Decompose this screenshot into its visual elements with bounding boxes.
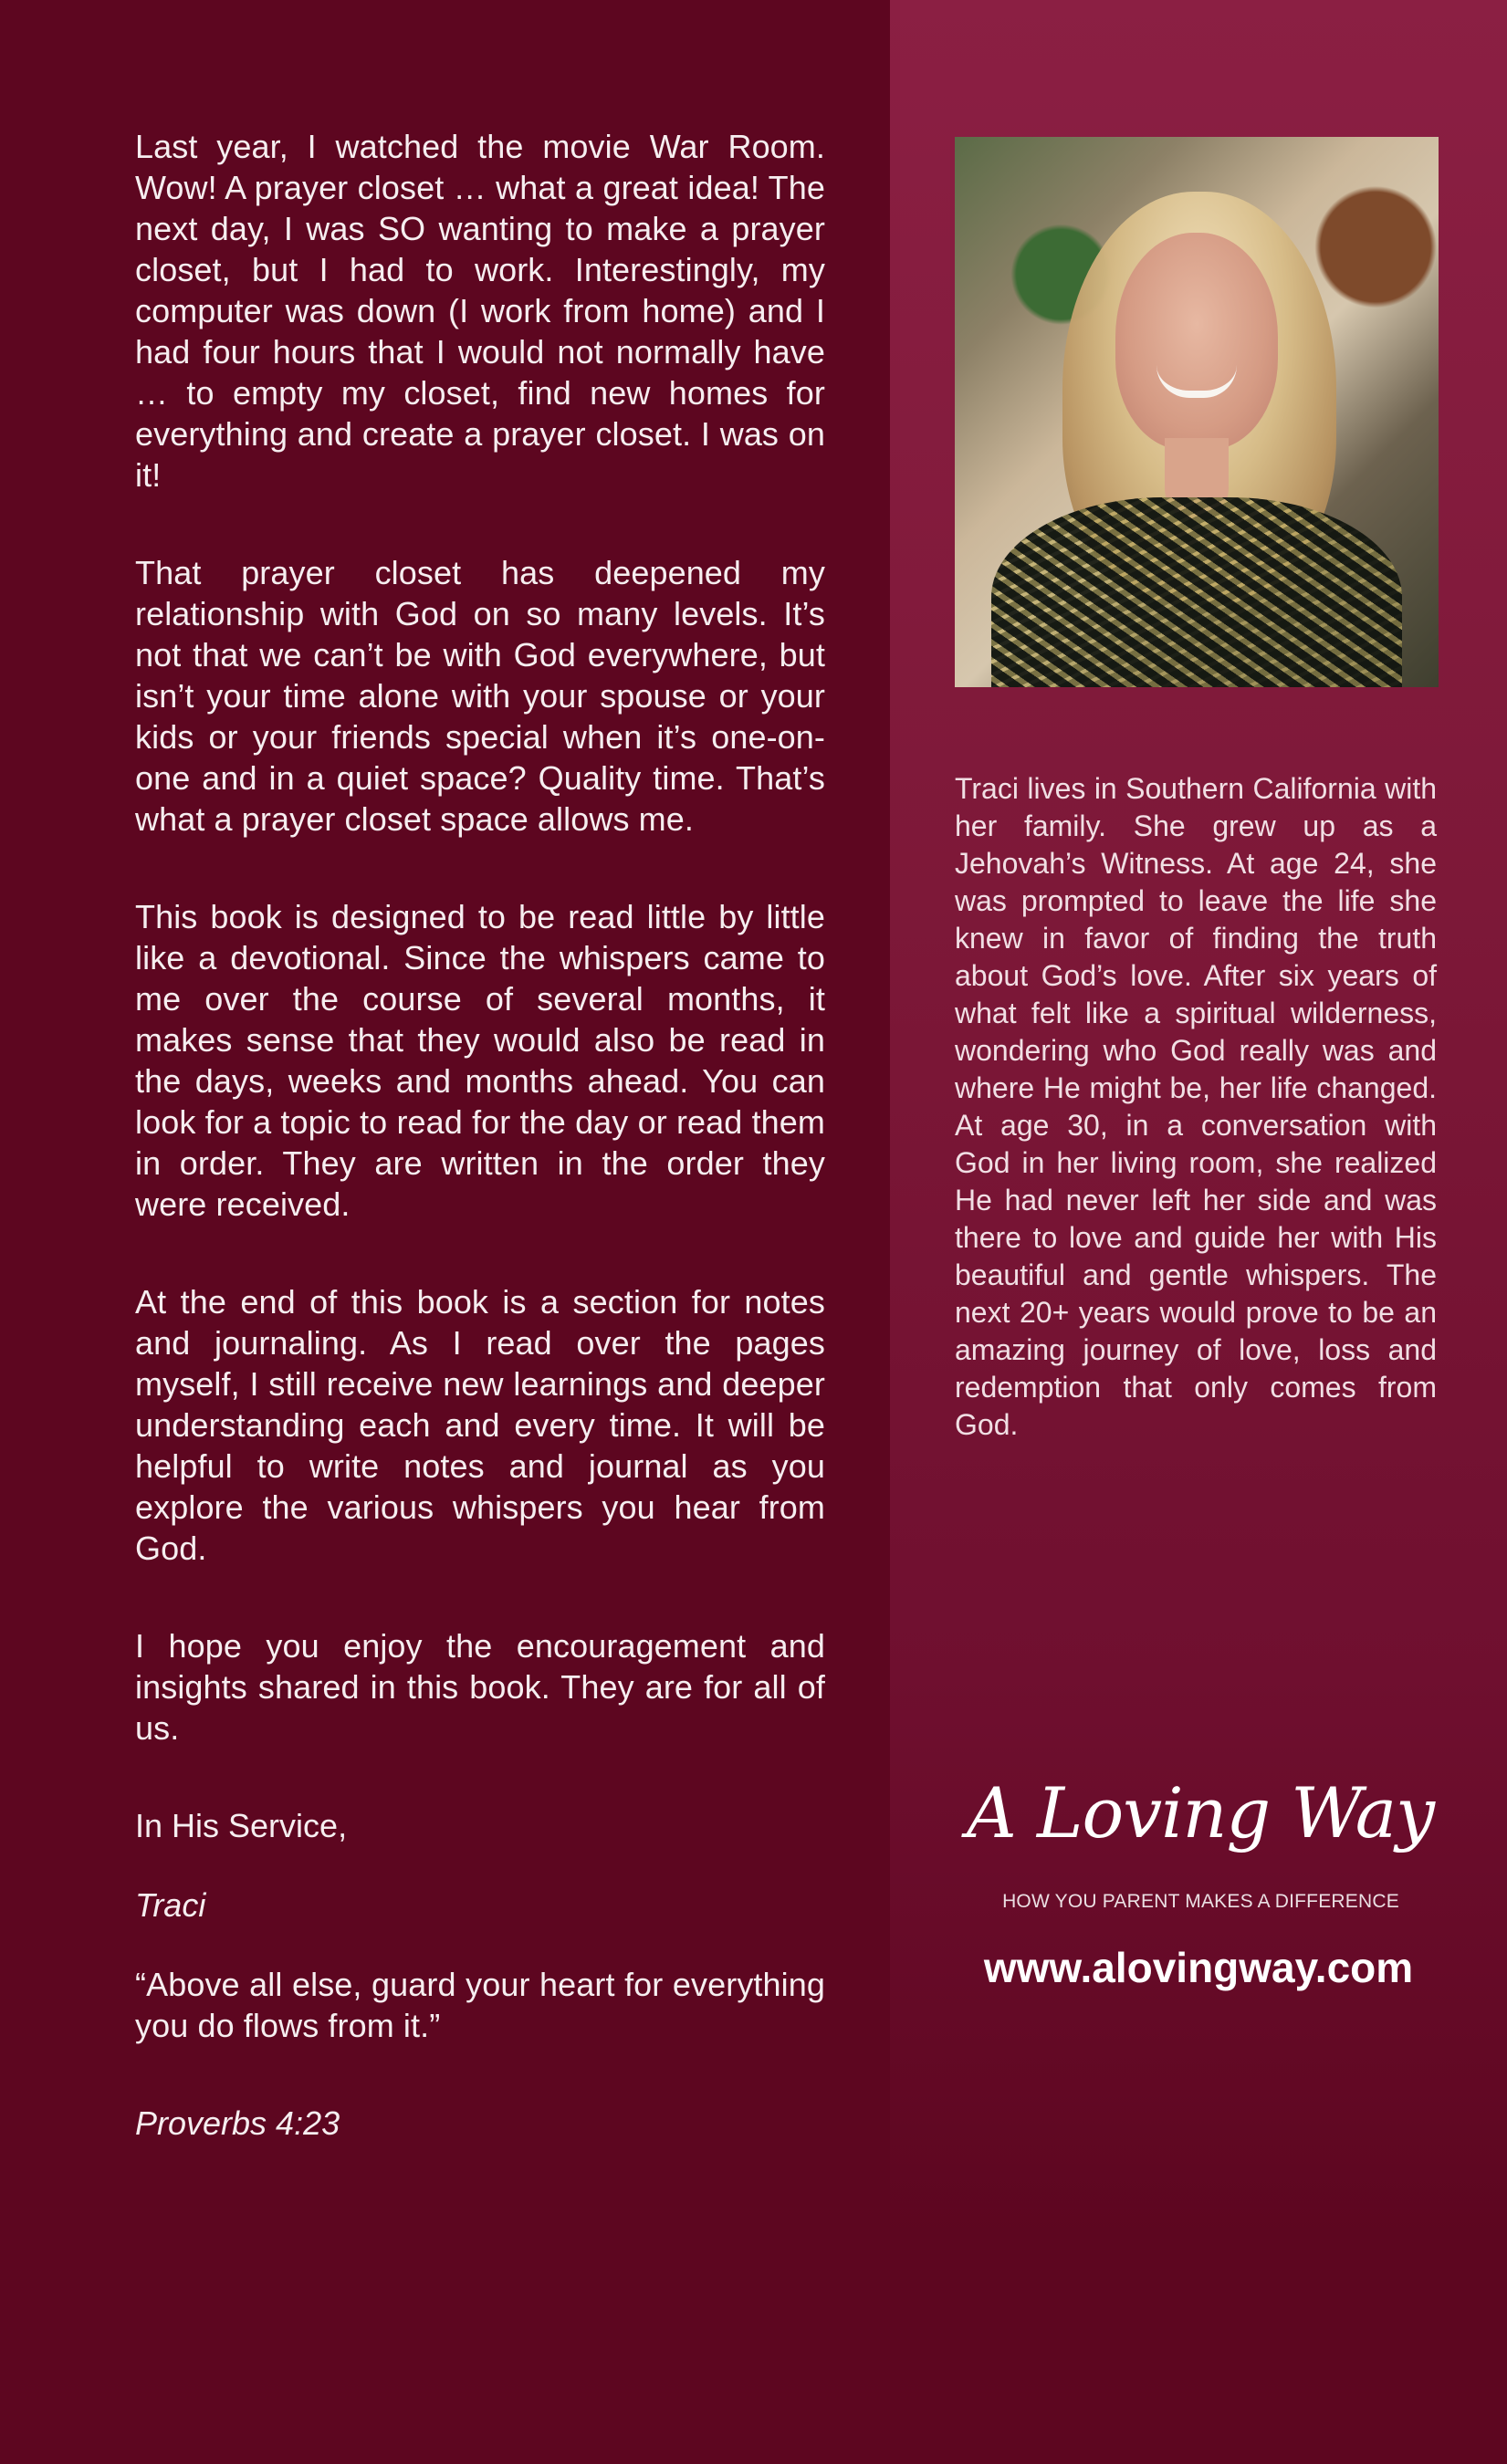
closing-line: In His Service, — [135, 1807, 348, 1844]
intro-paragraph-3: This book is designed to be read little by little like a devotional. Since the whispers came to me over the course of several months, it makes sense that they would also be read in the days, weeks and months ahead. You can look for a topic to read for the day or read them in order. They are written in the order they were received. — [135, 898, 825, 1223]
main-text-column — [135, 126, 825, 2182]
scripture-citation: Proverbs 4:23 — [135, 2104, 340, 2142]
intro-paragraph-2: That prayer closet has deepened my relationship with God on so many levels. It’s not that we can’t be with God everywhere, but isn’t your time alone with your spouse or your kids or your friends special when it’s one-on-one and in a quiet space? Quality time. That’s what a prayer closet space allows me. — [135, 554, 825, 838]
intro-paragraph-5: I hope you enjoy the encouragement and insights shared in this book. They are for all of us. — [135, 1627, 825, 1747]
author-sweater — [991, 497, 1402, 687]
brand-logo-title: A Loving Way — [966, 1772, 1435, 1853]
brand-tagline: HOW YOU PARENT MAKES A DIFFERENCE — [1002, 1891, 1399, 1912]
author-bio: Traci lives in Southern California with her family. She grew up as a Jehovah’s Witness. At age 24, she was prompted to leave the life she knew in favor of finding the truth about God’s love. After six years of what felt like a spiritual wilderness, wondering who God really was and where He might be, her life changed. At age 30, in a conversation with God in her living room, she realized He had never left her side and was there to love and guide her with His beautiful and gentle whispers. The next 20+ years would prove to be an amazing journey of love, loss and redemption that only comes from God. — [955, 772, 1437, 1441]
author-photo — [955, 137, 1439, 687]
signature: Traci — [135, 1886, 206, 1924]
author-face — [1115, 233, 1278, 450]
intro-paragraph-1: Last year, I watched the movie War Room. Wow! A prayer closet … what a great idea! The next day, I was SO wanting to make a prayer closet, but I had to work. Interestingly, my computer was down (I work from home) and I had four hours that I would not normally have … to empty my closet, find new homes for everything and create a prayer closet. I was on it! — [135, 128, 825, 494]
scripture-quote: “Above all else, guard your heart for everything you do flows from it.” — [135, 1966, 825, 2044]
intro-paragraph-4: At the end of this book is a section for notes and journaling. As I read over the pages myself, I still receive new learnings and deeper understanding each and every time. It will be helpful to write notes and journal as you explore the various whispers you hear from God. — [135, 1283, 825, 1567]
website-link[interactable]: www.alovingway.com — [983, 1944, 1414, 1991]
right-panel-bottom — [890, 2236, 1507, 2464]
